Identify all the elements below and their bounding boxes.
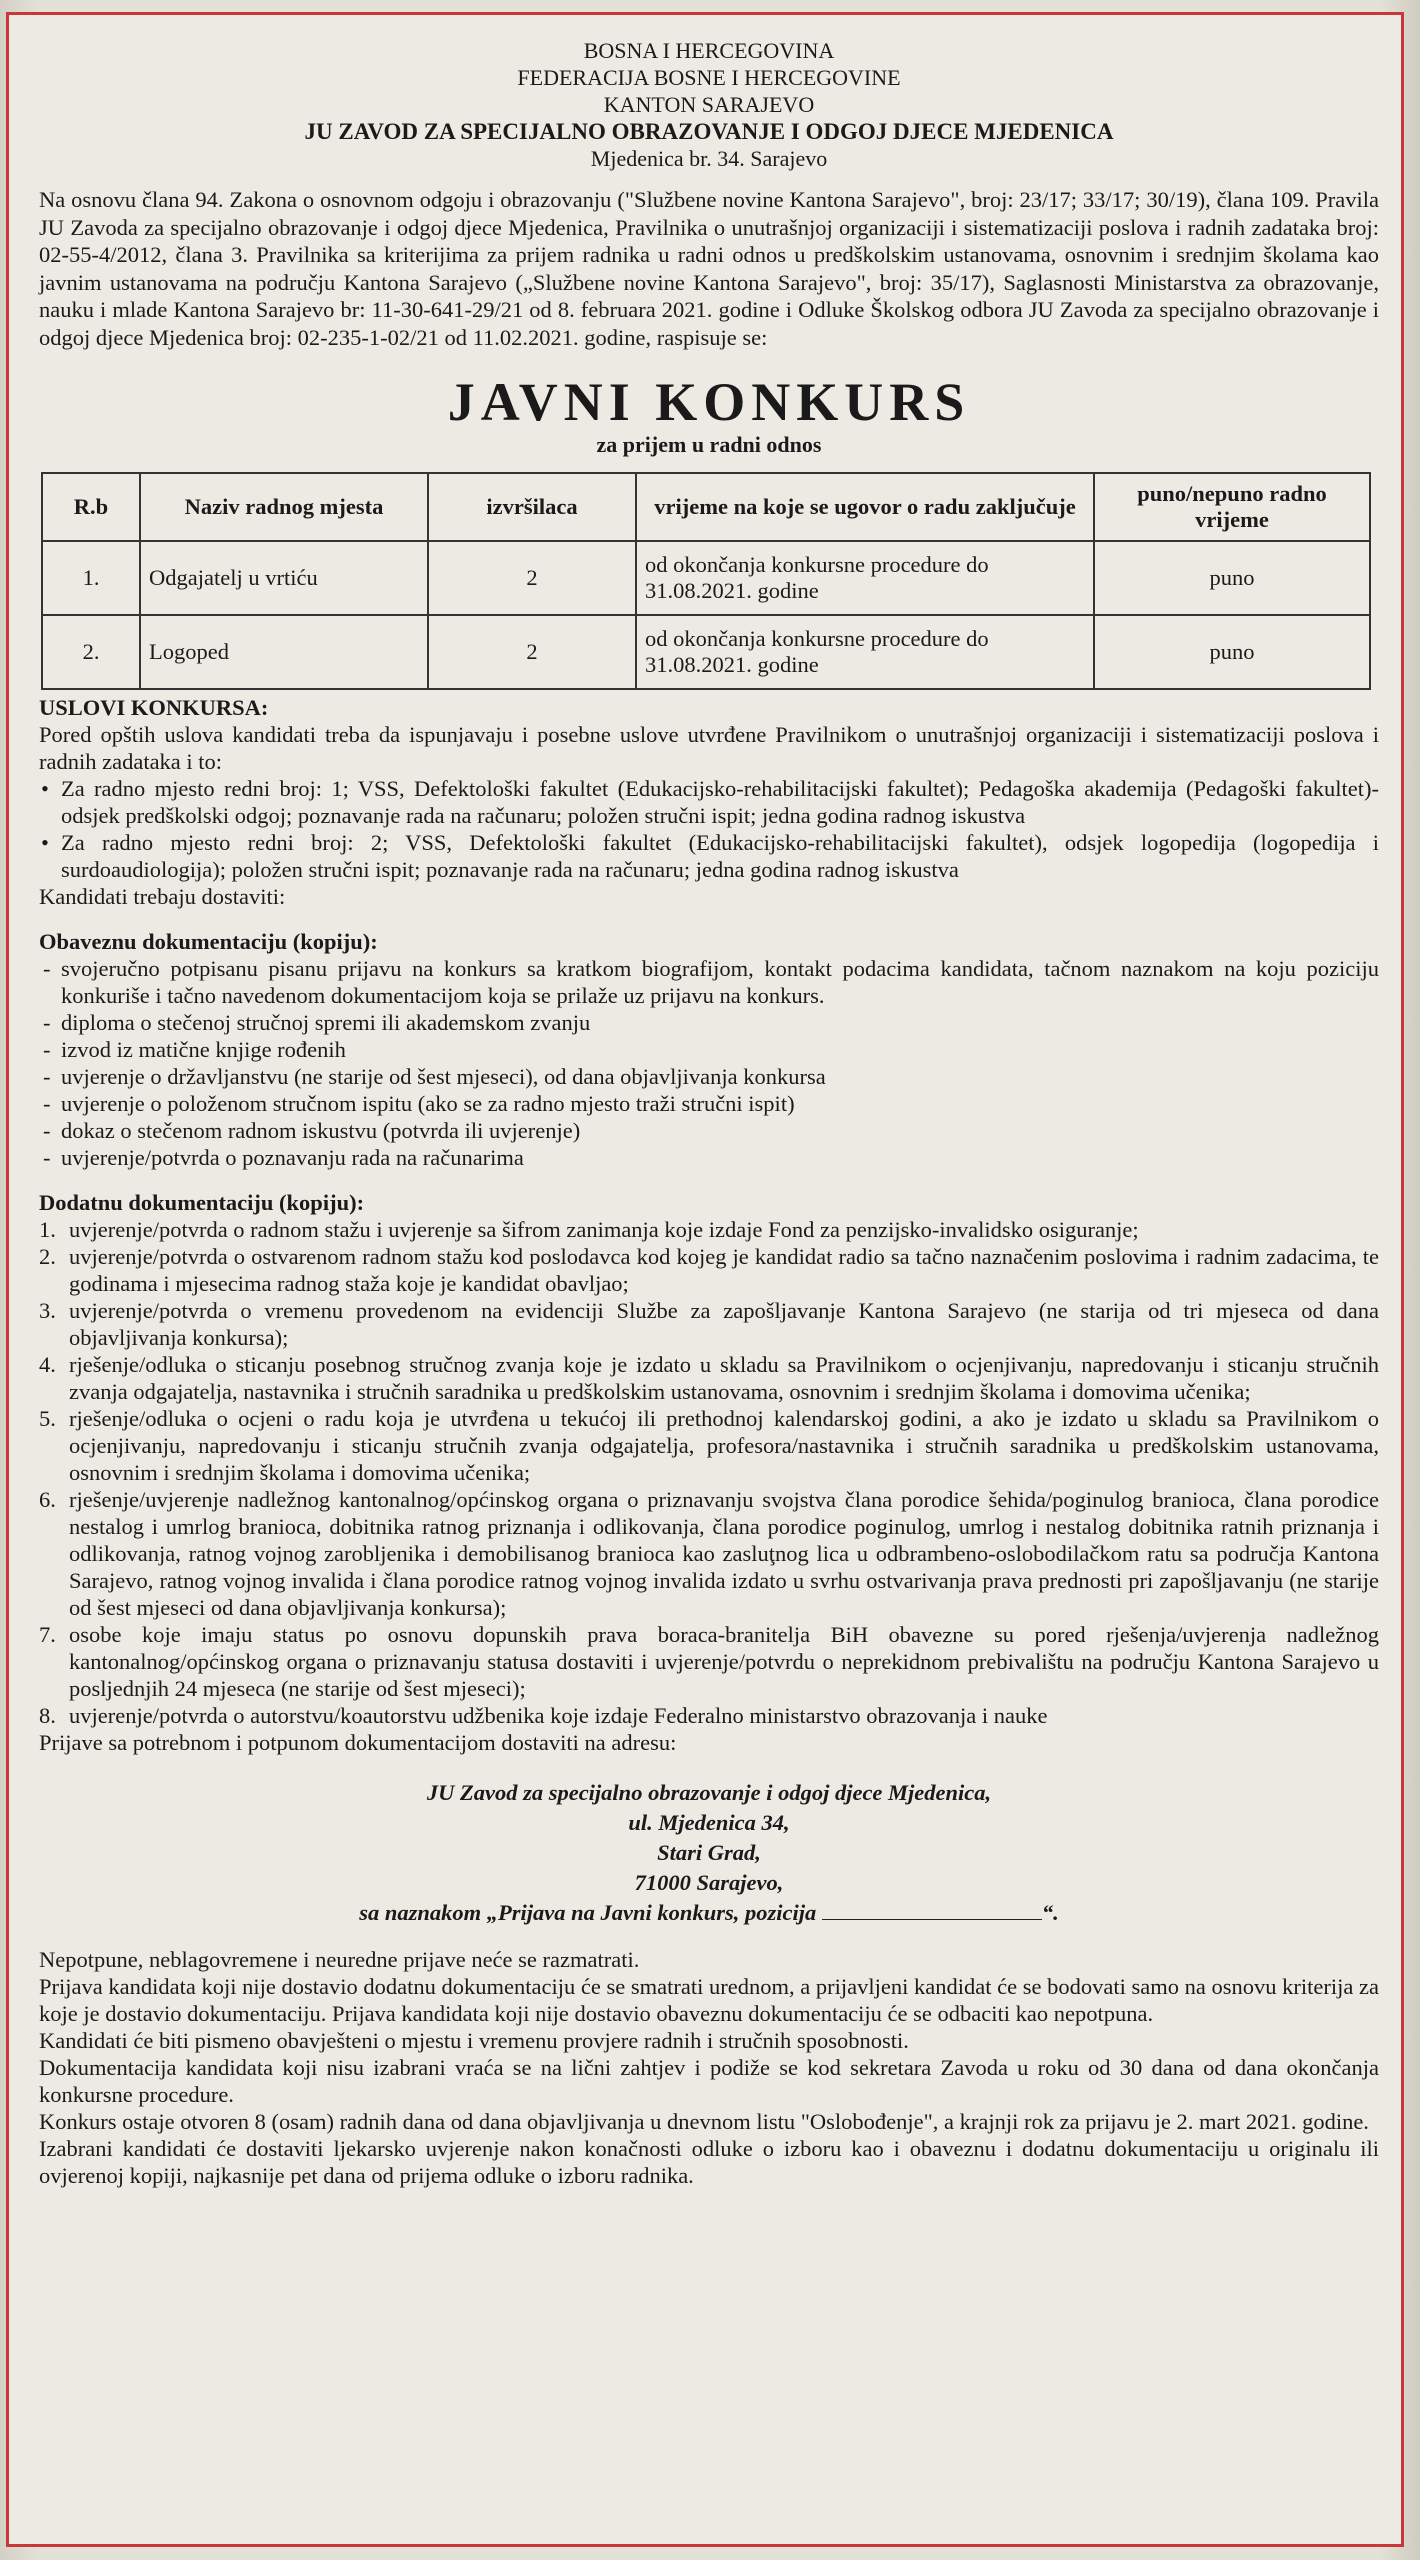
conditions-text: Pored opštih uslova kandidati treba da ispunjavaju i posebne uslove utvrđene Pravilnikom o unutrašnjoj organizaciji i sistematizaciji poslova i radnih zadataka i to: (39, 722, 1379, 774)
table-cell: puno (1094, 541, 1370, 615)
position-blank-line (822, 1899, 1042, 1920)
notice-content (39, 37, 1379, 2189)
list-item (39, 1297, 1379, 1351)
submission-instruction: Prijave sa potrebnom i potpunom dokumentacijom dostaviti na adresu: (39, 1730, 677, 1755)
table-cell: od okončanja konkursne procedure do 31.08.2021. godine (636, 615, 1094, 689)
address-mark-prefix: sa naznakom „Prijava na Javni konkurs, pozicija (359, 1900, 817, 1925)
list-item: - uvjerenje o položenom stručnom ispitu (ako se za radno mjesto traži stručni ispit) (39, 1090, 1379, 1117)
notice-frame (6, 12, 1404, 2547)
item-number: 4. (39, 1352, 56, 1377)
table-header-cell: puno/nepuno radno vrijeme (1094, 473, 1370, 541)
item-number: 2. (39, 1244, 56, 1269)
table-cell: Odgajatelj u vrtiću (140, 541, 428, 615)
item-number: 3. (39, 1298, 56, 1323)
table-cell: od okončanja konkursne procedure do 31.08.2021. godine (636, 541, 1094, 615)
item-text: uvjerenje/potvrda o vremenu provedenom na evidenciji Službe za zapošljavanje Kantona Sarajevo (ne starija od tri mjeseca od dana objavljivanja konkursa); (69, 1298, 1379, 1350)
table-cell: 2 (428, 615, 636, 689)
address-mark-line (39, 1898, 1379, 1928)
list-item: - izvod iz matične knjige rođenih (39, 1036, 1379, 1063)
mandatory-docs-list (39, 955, 1379, 1171)
address-line: Stari Grad, (657, 1840, 761, 1865)
table-header-cell: izvršilaca (428, 473, 636, 541)
item-text: rješenje/uvjerenje nadležnog kantonalnog/općinskog organa o priznavanju svojstva člana porodice šehida/poginulog branioca, člana porodice nestalog i umrlog branioca, dobitnika ratnog priznanja i odlikovanja, člana porodice poginulog, umrlog i nestalog dobitnika ratnih priznanja i odlikovanja, ratnog vojnog zarobljenika i demobilisanog branioca kao zasluţnog lica u odbrambeno-oslobodilačkom ratu sa područja Kantona Sarajevo, ratnog vojnog invalida i člana porodice ratnog vojnog invalida izdato u svrhu ostvarivanja prava prednosti pri zapošljavanju (ne starije od šest mjeseci od dana objavljivanja konkursa); (69, 1487, 1379, 1620)
header-line-canton: KANTON SARAJEVO (603, 92, 815, 117)
item-text: uvjerenje/potvrda o ostvarenom radnom stažu kod poslodavca kod kojeg je kandidat radio sa tačno naznačenim poslovima i radnim zadacima, te godinama i mjesecima radnog staža koje je kandidat obavljao; (69, 1244, 1379, 1296)
additional-docs-heading: Dodatnu dokumentaciju (kopiju): (39, 1190, 365, 1215)
list-item: - uvjerenje/potvrda o poznavanju rada na računarima (39, 1144, 1379, 1171)
additional-docs-list (39, 1216, 1379, 1729)
header-line-institution: JU ZAVOD ZA SPECIJALNO OBRAZOVANJE I ODGOJ DJECE MJEDENICA (304, 119, 1114, 144)
table-cell: 1. (42, 541, 140, 615)
table-header-cell: vrijeme na koje se ugovor o radu zaključuje (636, 473, 1094, 541)
item-number: 6. (39, 1487, 56, 1512)
closing-paragraph: Kandidati će biti pismeno obavješteni o mjestu i vremenu provjere radnih i stručnih sposobnosti. (39, 2028, 909, 2053)
item-text: uvjerenje/potvrda o autorstvu/koautorstvu udžbenika koje izdaje Federalno ministarstvo obrazovanja i nauke (69, 1703, 1048, 1728)
item-text: rješenje/odluka o sticanju posebnog stručnog zvanja koje je izdato u skladu sa Pravilnikom o ocjenjivanju, napredovanju i sticanju stručnih zvanja odgajatelja, nastavnika i stručnih saradnika u predškolskim ustanovama, osnovnim i srednjim školama i domovima učenika; (69, 1352, 1379, 1404)
table-cell: puno (1094, 615, 1370, 689)
list-item (39, 1702, 1379, 1729)
conditions-after: Kandidati trebaju dostaviti: (39, 884, 286, 909)
item-text: uvjerenje/potvrda o radnom stažu i uvjerenje sa šifrom zanimanja koje izdaje Fond za penzijsko-invalidsko osiguranje; (69, 1217, 1139, 1242)
item-number: 1. (39, 1217, 56, 1242)
conditions-heading: USLOVI KONKURSA: (39, 695, 269, 720)
table-cell: 2 (428, 541, 636, 615)
positions-table (41, 472, 1371, 690)
table-cell: Logoped (140, 615, 428, 689)
list-item: - svojeručno potpisanu pisanu prijavu na konkurs sa kratkom biografijom, kontakt podacima kandidata, tačnom naznakom na koju poziciju konkuriše i tačno navedenom dokumentacijom koja se prilaže uz prijavu na konkurs. (39, 955, 1379, 1009)
list-item: - dokaz o stečenom radnom iskustvu (potvrda ili uvjerenje) (39, 1117, 1379, 1144)
list-item: - uvjerenje o državljanstvu (ne starije od šest mjeseci), od dana objavljivanja konkursa (39, 1063, 1379, 1090)
address-mark-suffix: “. (1041, 1900, 1059, 1925)
closing-paragraph: Konkurs ostaje otvoren 8 (osam) radnih dana od dana objavljivanja u dnevnom listu "Oslobođenje", a krajnji rok za prijavu je 2. mart 2021. godine. (39, 2109, 1369, 2134)
conditions-list (39, 775, 1379, 883)
table-row (42, 615, 1370, 689)
header-line-federation: FEDERACIJA BOSNE I HERCEGOVINE (517, 65, 901, 90)
list-item (39, 1405, 1379, 1486)
table-header-cell: R.b (42, 473, 140, 541)
list-item (39, 1216, 1379, 1243)
header-line-address: Mjedenica br. 34. Sarajevo (590, 146, 828, 171)
closing-paragraph: Izabrani kandidati će dostaviti ljekarsko uvjerenje nakon konačnosti odluke o izboru kao i obaveznu i dodatnu dokumentaciju u originalu ili ovjerenoj kopiji, najkasnije pet dana od prijema odluke o izboru radnika. (39, 2136, 1379, 2188)
list-item: • Za radno mjesto redni broj: 1; VSS, Defektološki fakultet (Edukacijsko-rehabilitacijski fakultet); Pedagoška akademija (Pedagoški fakultet)-odsjek predškolski odgoj; poznavanje rada na računaru; položen stručni ispit; jedna godina radnog iskustva (39, 775, 1379, 829)
table-header-cell: Naziv radnog mjesta (140, 473, 428, 541)
address-line: JU Zavod za specijalno obrazovanje i odgoj djece Mjedenica, (426, 1780, 992, 1805)
table-row (42, 541, 1370, 615)
list-item (39, 1621, 1379, 1702)
institution-header (39, 37, 1379, 172)
table-cell: 2. (42, 615, 140, 689)
item-text: rješenje/odluka o ocjeni o radu koja je utvrđena u tekućoj ili prethodnoj kalendarskoj godini, a ako je izdato u skladu sa Pravilnikom o ocjenjivanju, napredovanju i sticanju stručnih zvanja odgajatelja, profesora/nastavnika i stručnih saradnika u predškolskim ustanovama, osnovnim i srednjim školama i domovima učenika; (69, 1406, 1379, 1485)
header-line-country: BOSNA I HERCEGOVINA (583, 38, 835, 63)
address-line: ul. Mjedenica 34, (628, 1810, 790, 1835)
item-number: 5. (39, 1406, 56, 1431)
notice-subtitle: za prijem u radni odnos (596, 432, 822, 457)
table-header-row (42, 473, 1370, 541)
closing-paragraph: Dokumentacija kandidata koji nisu izabrani vraća se na lični zahtjev i podiže se kod sekretara Zavoda u roku od 30 dana od dana okončanja konkursne procedure. (39, 2055, 1379, 2107)
address-line: 71000 Sarajevo, (634, 1870, 784, 1895)
item-text: osobe koje imaju status po osnovu dopunskih prava boraca-branitelja BiH obavezne su pored rješenja/uvjerenja nadležnog kantonalnog/općinskog organa o priznavanju statusa dostaviti i uvjerenje/potvrdu o neprekidnom prebivalištu na području Kantona Sarajevo u posljednjih 24 mjeseca (ne starije od šest mjeseci); (69, 1622, 1379, 1701)
item-number: 7. (39, 1622, 56, 1647)
list-item (39, 1351, 1379, 1405)
intro-paragraph: Na osnovu člana 94. Zakona o osnovnom odgoju i obrazovanju ("Službene novine Kantona Sarajevo", broj: 23/17; 33/17; 30/19), člana 109. Pravila JU Zavoda za specijalno obrazovanje i odgoj djece Mjedenica, Pravilnika o unutrašnjoj organizaciji i sistematizaciji poslova i radnih zadataka broj: 02-55-4/2012, člana 3. Pravilnika sa kriterijima za prijem radnika u radni odnos u predškolskim ustanovama, osnovnim i srednjim školama kao javnim ustanovama na području Kantona Sarajevo („Službene novine Kantona Sarajevo", broj: 35/17), Saglasnosti Ministarstva za obrazovanje, nauku i mlade Kantona Sarajevo br: 11-30-641-29/21 od 8. februara 2021. godine i Odluke Školskog odbora JU Zavoda za specijalno obrazovanje i odgoj djece Mjedenica broj: 02-235-1-02/21 od 11.02.2021. godine, raspisuje se: (39, 187, 1379, 350)
list-item: • Za radno mjesto redni broj: 2; VSS, Defektološki fakultet (Edukacijsko-rehabilitacijski fakultet), odsjek logopedija (logopedija i surdoaudiologija); položen stručni ispit; poznavanje rada na računaru; jedna godina radnog iskustva (39, 829, 1379, 883)
list-item (39, 1243, 1379, 1297)
mandatory-docs-heading: Obaveznu dokumentaciju (kopiju): (39, 929, 378, 954)
list-item: - diploma o stečenoj stručnoj spremi ili akademskom zvanju (39, 1009, 1379, 1036)
submission-address (39, 1778, 1379, 1928)
closing-paragraph: Nepotpune, neblagovremene i neuredne prijave neće se razmatrati. (39, 1947, 640, 1972)
list-item (39, 1486, 1379, 1621)
notice-title: JAVNI KONKURS (447, 372, 971, 432)
closing-paragraph: Prijava kandidata koji nije dostavio dodatnu dokumentaciju će se smatrati urednom, a prijavljeni kandidat će se bodovati samo na osnovu kriterija za koje je dostavio dokumentaciju. Prijava kandidata koji nije dostavio obaveznu dokumentaciju će se odbaciti kao nepotpuna. (39, 1974, 1379, 2026)
item-number: 8. (39, 1703, 56, 1728)
